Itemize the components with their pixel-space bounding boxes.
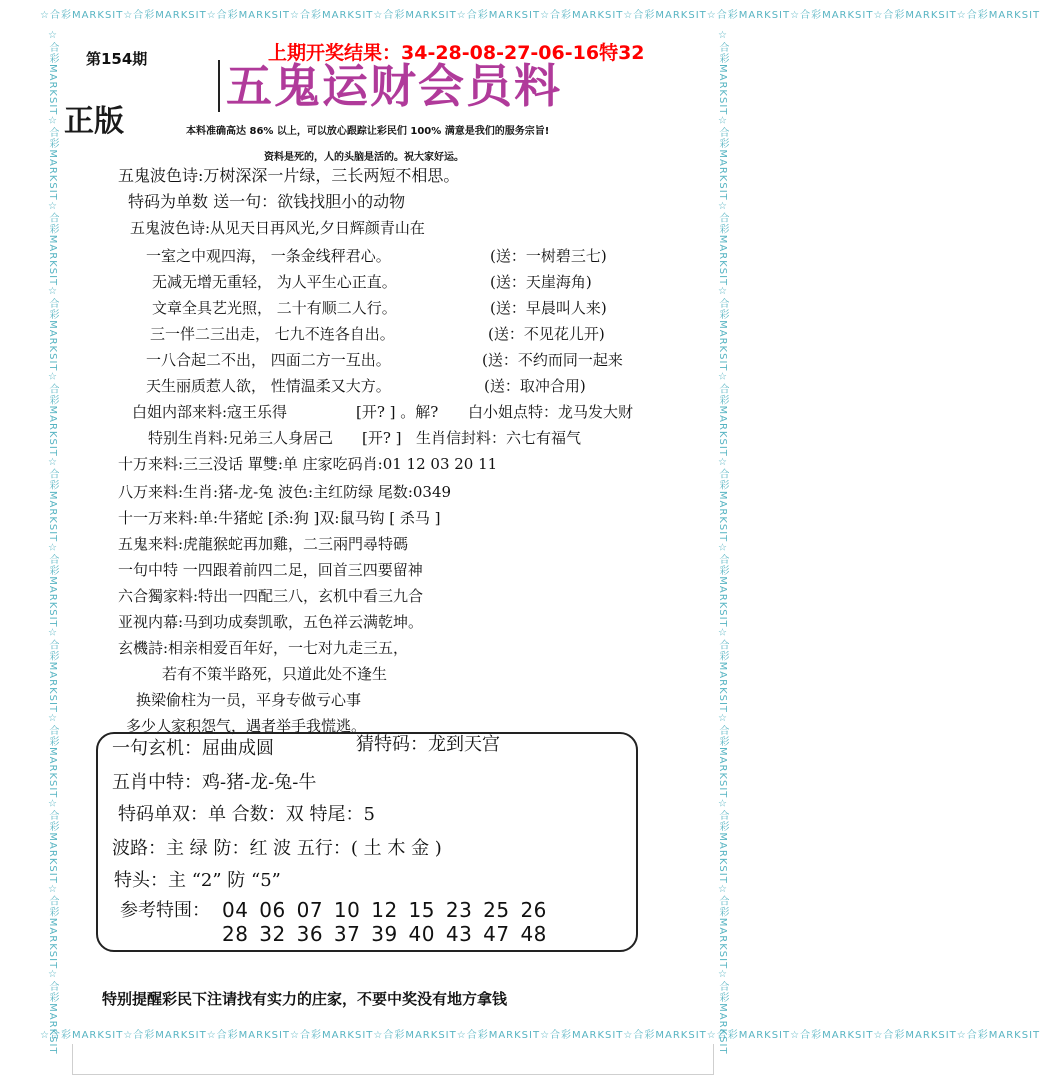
verse-line: 一室之中观四海， 一条金线秤君心。	[146, 247, 391, 265]
page-title: 五鬼运财会员料	[218, 60, 562, 112]
guess-line: 猜特码：龙到天宫	[356, 734, 500, 755]
five-zodiac-line: 五肖中特：鸡-猪-龙-兔-牛	[112, 772, 317, 793]
info-line: 十万来料:三三没话 單雙:单 庄家吃码肖:01 12 03 20 11	[118, 455, 498, 473]
baijie-line: 白姐内部来料:寇王乐得	[132, 403, 288, 421]
open-question-2: [开? ]	[362, 429, 402, 447]
head-line: 特头：主 “2” 防 “5”	[114, 870, 281, 891]
last-result: 上期开奖结果：34-28-08-27-06-16特32	[268, 42, 645, 64]
reference-numbers-row1: 04 06 07 10 12 15 23 25 26	[222, 898, 547, 922]
info-line: 八万来料:生肖:猪-龙-兔 波色:主红防绿 尾数:0349	[118, 483, 452, 501]
page-edge	[72, 1044, 714, 1075]
verse-line: 一八合起二不出， 四面二方一互出。	[146, 351, 391, 369]
verse-gift: (送：不见花儿开)	[488, 325, 605, 343]
decorative-border-top: ☆合彩MARKSIT☆合彩MARKSIT☆合彩MARKSIT☆合彩MARKSIT☆合彩MARKSIT☆合彩MARKSIT☆合彩MARKSIT☆合彩MARKSIT☆合彩MARKSIT☆合彩MARKSIT☆合彩MARKSIT☆合彩MARKSIT	[40, 10, 1040, 21]
verse-gift: (送：天崖海角)	[490, 273, 592, 291]
open-question: [开? ] 。解?	[356, 403, 439, 421]
poem-line: 五鬼波色诗:万树深深一片绿，三长两短不相思。	[118, 166, 460, 185]
poem-line: 换梁偷柱为一员，平身专做亏心事	[136, 691, 362, 709]
decorative-border-right: ☆合彩MARKSIT☆合彩MARKSIT☆合彩MARKSIT☆合彩MARKSIT☆合彩MARKSIT☆合彩MARKSIT☆合彩MARKSIT☆合彩MARKSIT☆合彩MARKSIT☆合彩MARKSIT☆合彩MARKSIT☆合彩MARKSIT	[717, 30, 728, 1055]
riddle-line: 一句玄机：屈曲成圆	[112, 738, 274, 759]
verse-line: 天生丽质惹人欲， 性情温柔又大方。	[146, 377, 391, 395]
verse-line: 文章全具艺光照， 二十有顺二人行。	[152, 299, 397, 317]
reference-label: 参考特围：	[120, 900, 210, 921]
verse-line: 无减无增无重轻， 为人平生心正直。	[152, 273, 397, 291]
slogan-accuracy: 本料准确高达 86% 以上，可以放心跟踪让彩民们 100% 满意是我们的服务宗旨!	[186, 126, 550, 137]
odd-even-line: 特码单双：单 合数：双 特尾：5	[118, 804, 375, 825]
wave-line: 波路：主 绿 防：红 波 五行：( 土 木 金 )	[112, 838, 442, 859]
verse-line: 三一伴二三出走， 七九不连各自出。	[150, 325, 395, 343]
verse-gift: (送：一树碧三七)	[490, 247, 607, 265]
slogan-luck: 资料是死的，人的头脑是活的。祝大家好运。	[264, 152, 464, 163]
info-line: 十一万来料:单:牛猪蛇 [杀:狗 ]双:鼠马钩 [ 杀马 ]	[118, 509, 441, 527]
info-line: 一句中特 一四跟着前四二足，回首三四要留神	[118, 561, 423, 579]
poem-line: 若有不策半路死，只道此处不逢生	[162, 665, 388, 683]
poem-line: 玄機詩:相亲相爱百年好，一七对九走三五，	[118, 639, 409, 657]
verse-gift: (送：不约而同一起来	[482, 351, 623, 369]
verse-gift: (送：取冲合用)	[484, 377, 586, 395]
issue-number: 第154期	[86, 50, 148, 68]
info-line: 五鬼来料:虎龍猴蛇再加雞，二三兩門尋特碼	[118, 535, 409, 553]
decorative-border-bottom: ☆合彩MARKSIT☆合彩MARKSIT☆合彩MARKSIT☆合彩MARKSIT☆合彩MARKSIT☆合彩MARKSIT☆合彩MARKSIT☆合彩MARKSIT☆合彩MARKSIT☆合彩MARKSIT☆合彩MARKSIT☆合彩MARKSIT	[40, 1030, 1040, 1041]
poem-line: 特码为单数 送一句：欲钱找胆小的动物	[128, 192, 406, 211]
verse-gift: (送：早晨叫人来)	[490, 299, 607, 317]
reminder-text: 特别提醒彩民下注请找有实力的庄家，不要中奖没有地方拿钱	[102, 990, 508, 1008]
genuine-badge: 正版	[64, 104, 124, 139]
reference-numbers-row2: 28 32 36 37 39 40 43 47 48	[222, 922, 547, 946]
poem-line: 多少人家积怨气，遇者举手我慌逃。	[126, 717, 367, 735]
zodiac-line: 特别生肖料:兄弟三人身居己	[148, 429, 334, 447]
poem-line: 五鬼波色诗:从见天日再风光,夕日辉颜青山在	[130, 219, 425, 237]
white-small-line: 白小姐点特：龙马发大财	[468, 403, 634, 421]
decorative-border-left: ☆合彩MARKSIT☆合彩MARKSIT☆合彩MARKSIT☆合彩MARKSIT☆合彩MARKSIT☆合彩MARKSIT☆合彩MARKSIT☆合彩MARKSIT☆合彩MARKSIT☆合彩MARKSIT☆合彩MARKSIT☆合彩MARKSIT	[47, 30, 58, 1055]
letter-line: 生肖信封料：六七有福气	[416, 429, 582, 447]
info-line: 亚视内幕:马到功成奏凯歌，五色祥云满乾坤。	[118, 613, 424, 631]
info-line: 六合獨家料:特出一四配三八，玄机中看三九合	[118, 587, 424, 605]
